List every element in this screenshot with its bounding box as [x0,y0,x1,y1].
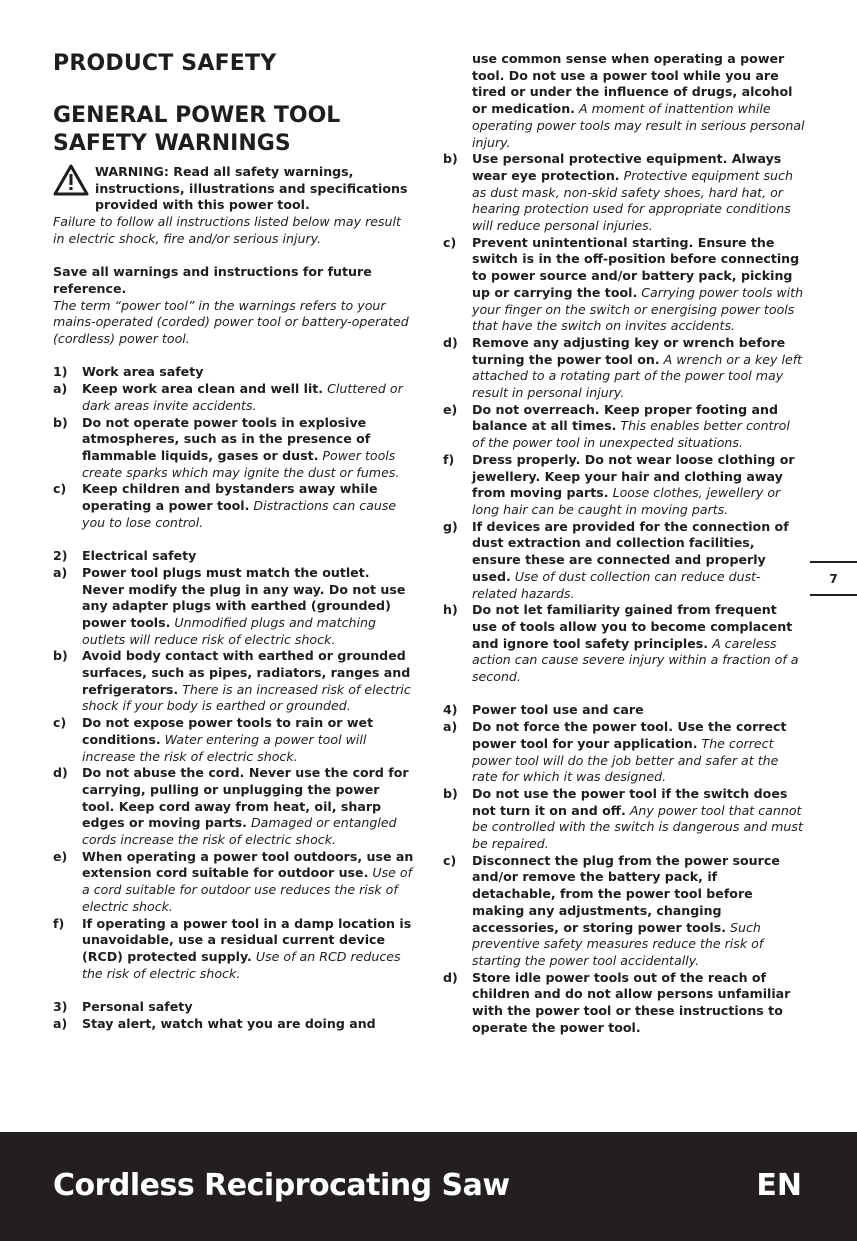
item-instruction: Do not force the power tool. Use the correct power tool for your application. [472,719,787,751]
warning-block [53,164,415,248]
product-title: Cordless Reciprocating Saw [53,1168,510,1203]
safety-item [443,970,805,1037]
item-text [472,853,805,970]
item-label: b) [53,414,68,430]
item-instruction: Remove any adjusting key or wrench before turning the power tool on. [472,334,786,367]
item-label: f) [53,915,65,931]
item-label: d) [443,334,458,350]
page-number: 7 [829,572,838,586]
section-title [53,999,415,1016]
section-title [53,364,415,381]
section-number: 4) [443,702,458,718]
item-explanation: Any power tool that cannot be controlled with the switch is dangerous and must be repaired. [472,802,803,852]
page-tab-top-rule [810,561,857,563]
item-instruction: Power tool plugs must match the outlet. Never modify the plug in any way. Do not use any adapter plugs with earthed (grounded) power tools. [82,564,406,630]
item-explanation: Protective equipment such as dust mask, non-skid safety shoes, hard hat, or hearing protection used for appropriate conditions will reduce personal injuries. [472,167,793,234]
item-text [472,970,805,1037]
warning-text: WARNING: Read all safety warnings, instructions, illustrations and specifications provided with this power tool. [95,164,408,213]
item-instruction: If operating a power tool in a damp location is unavoidable, use a residual current device (RCD) protected supply. [82,915,412,964]
item-label-spacer [443,51,472,151]
item-label: d) [443,969,458,985]
safety-item [443,151,805,235]
item-label: c) [443,852,457,868]
item-label: a) [443,719,458,735]
warning-consequence: Failure to follow all instructions listed below may result in electric shock, fire and/or serious injury. [53,214,401,246]
item-label: b) [53,648,68,664]
power-tool-definition: The term “power tool” in the warnings refers to your mains-operated (corded) power tool or battery-operated (cordless) power tool. [53,297,409,347]
item-label: b) [443,785,458,801]
item-label: e) [443,401,458,417]
item-label: f) [443,451,455,467]
item-label: d) [53,765,68,781]
item-explanation: Carrying power tools with your finger on the switch or energising power tools that have the switch on invites accidents. [472,284,804,334]
item-instruction: When operating a power tool outdoors, use an extension cord suitable for outdoor use. [82,848,414,881]
section-title [53,548,415,565]
item-text [472,151,805,235]
safety-item [443,786,805,853]
item-text [82,916,415,983]
item-instruction: Prevent unintentional starting. Ensure the switch is in the off-position before connecting to power source and/or battery pack, picking up or carrying the tool. [472,234,800,300]
item-explanation: Use of dust collection can reduce dust-related hazards. [472,568,761,601]
section-title-text: Personal safety [82,999,193,1015]
safety-item [53,648,415,715]
item-text [82,715,415,765]
item-label: c) [443,234,457,250]
item-text [82,648,415,715]
item-label: a) [53,564,68,580]
item-instruction: If devices are provided for the connection of dust extraction and collection facilities, ensure these are connected and properly used. [472,518,789,584]
safety-item [443,452,805,519]
section-title-text: Work area safety [82,364,204,380]
safety-item [53,415,415,482]
safety-item [53,715,415,765]
item-text [82,565,415,649]
item-instruction: Keep work area clean and well lit. [82,381,324,397]
item-text [472,602,805,686]
item-explanation: Use of a cord suitable for outdoor use reduces the risk of electric shock. [82,865,413,914]
item-label: a) [53,1015,68,1031]
item-explanation: This enables better control of the power tool in unexpected situations. [472,418,790,451]
item-explanation: There is an increased risk of electric shock if your body is earthed or grounded. [82,681,411,714]
safety-item [53,565,415,649]
item-explanation: Cluttered or dark areas invite accidents. [82,381,403,413]
left-column [53,164,415,1033]
item-label: a) [53,381,68,397]
page-tab-bottom-rule [810,594,857,596]
right-column [443,51,805,1036]
item-instruction: Store idle power tools out of the reach of children and do not allow persons unfamiliar with the power tool or these instructions to operate the power tool. [472,969,791,1035]
item-instruction: Avoid body contact with earthed or grounded surfaces, such as pipes, radiators, ranges and refrigerators. [82,648,411,697]
item-explanation: A careless action can cause severe injury within a fraction of a second. [472,635,799,685]
item-text [472,51,805,151]
safety-item [443,602,805,686]
item-text [472,719,805,786]
item-instruction: Do not use the power tool if the switch does not turn it on and off. [472,785,788,818]
item-explanation: A wrench or a key left attached to a rotating part of the power tool may result in personal injury. [472,351,803,401]
item-text [472,519,805,603]
item-text [472,335,805,402]
item-explanation: Loose clothes, jewellery or long hair can be caught in moving parts. [472,485,781,517]
item-instruction: Use personal protective equipment. Always wear eye protection. [472,151,782,183]
item-instruction: Do not overreach. Keep proper footing and balance at all times. [472,401,778,434]
save-notice: Save all warnings and instructions for future reference. [53,264,372,296]
safety-item [443,235,805,335]
item-text [472,786,805,853]
warning-triangle-icon [53,164,89,196]
safety-item-continued [443,51,805,151]
section-number: 1) [53,364,68,380]
item-instruction: Stay alert, watch what you are doing and [82,1015,376,1031]
item-instruction: Do not operate power tools in explosive atmospheres, such as in the presence of flammable liquids, gases or dust. [82,414,371,463]
item-text [472,235,805,335]
safety-item [53,1016,415,1033]
section-number: 3) [53,999,68,1015]
item-text [82,765,415,849]
item-text [472,452,805,519]
language-code: EN [756,1168,802,1203]
section-title [443,702,805,719]
safety-item [53,481,415,531]
item-instruction: use common sense when operating a power tool. Do not use a power tool while you are tired or under the influence of drugs, alcohol or medication. [472,51,793,117]
item-text [82,849,415,916]
safety-item [53,916,415,983]
item-label: e) [53,848,68,864]
item-explanation: Power tools create sparks which may ignite the dust or fumes. [82,447,400,480]
item-explanation: Distractions can cause you to lose control. [82,498,397,530]
item-explanation: A moment of inattention while operating power tools may result in serious personal injury. [472,101,805,150]
section-title-text: Power tool use and care [472,702,644,718]
item-instruction: Disconnect the plug from the power source and/or remove the battery pack, if detachable, from the power tool before making any adjustments, changing accessories, or storing power tools. [472,852,780,935]
item-instruction: Keep children and bystanders away while operating a power tool. [82,481,378,514]
footer-bar [0,1132,857,1241]
safety-item [53,381,415,414]
item-label: c) [53,481,67,497]
item-explanation: Use of an RCD reduces the risk of electric shock. [82,949,401,981]
item-explanation: Such preventive safety measures reduce the risk of starting the power tool accidentally. [472,919,764,968]
safety-item [53,849,415,916]
section-title-text: Electrical safety [82,548,197,564]
item-explanation: The correct power tool will do the job better and safer at the rate for which it was designed. [472,735,779,785]
safety-item [443,335,805,402]
section-heading: GENERAL POWER TOOL SAFETY WARNINGS [53,103,341,156]
item-label: b) [443,151,458,167]
safety-item [53,765,415,849]
item-instruction: Dress properly. Do not wear loose clothing or jewellery. Keep your hair and clothing away from moving parts. [472,451,795,501]
page-heading: PRODUCT SAFETY [53,51,277,76]
item-instruction: Do not expose power tools to rain or wet conditions. [82,715,374,747]
item-label: h) [443,602,458,618]
item-text [82,381,415,414]
item-explanation: Damaged or entangled cords increase the risk of electric shock. [82,815,397,848]
item-text [82,481,415,531]
item-text [82,415,415,482]
item-instruction: Do not abuse the cord. Never use the cord for carrying, pulling or unplugging the power tool. Keep cord away from heat, oil, sharp edges or moving parts. [82,765,409,831]
section-number: 2) [53,548,68,564]
safety-item [443,402,805,452]
item-label: c) [53,715,67,731]
item-text [472,402,805,452]
item-label: g) [443,518,458,534]
safety-item [443,519,805,603]
item-explanation: Water entering a power tool will increase the risk of electric shock. [82,731,367,764]
item-instruction: Do not let familiarity gained from frequent use of tools allow you to become complacent and ignore tool safety principles. [472,602,793,651]
safety-item [443,853,805,970]
item-explanation: Unmodified plugs and matching outlets will reduce risk of electric shock. [82,614,376,647]
safety-item [443,719,805,786]
left-sections [53,364,415,1032]
